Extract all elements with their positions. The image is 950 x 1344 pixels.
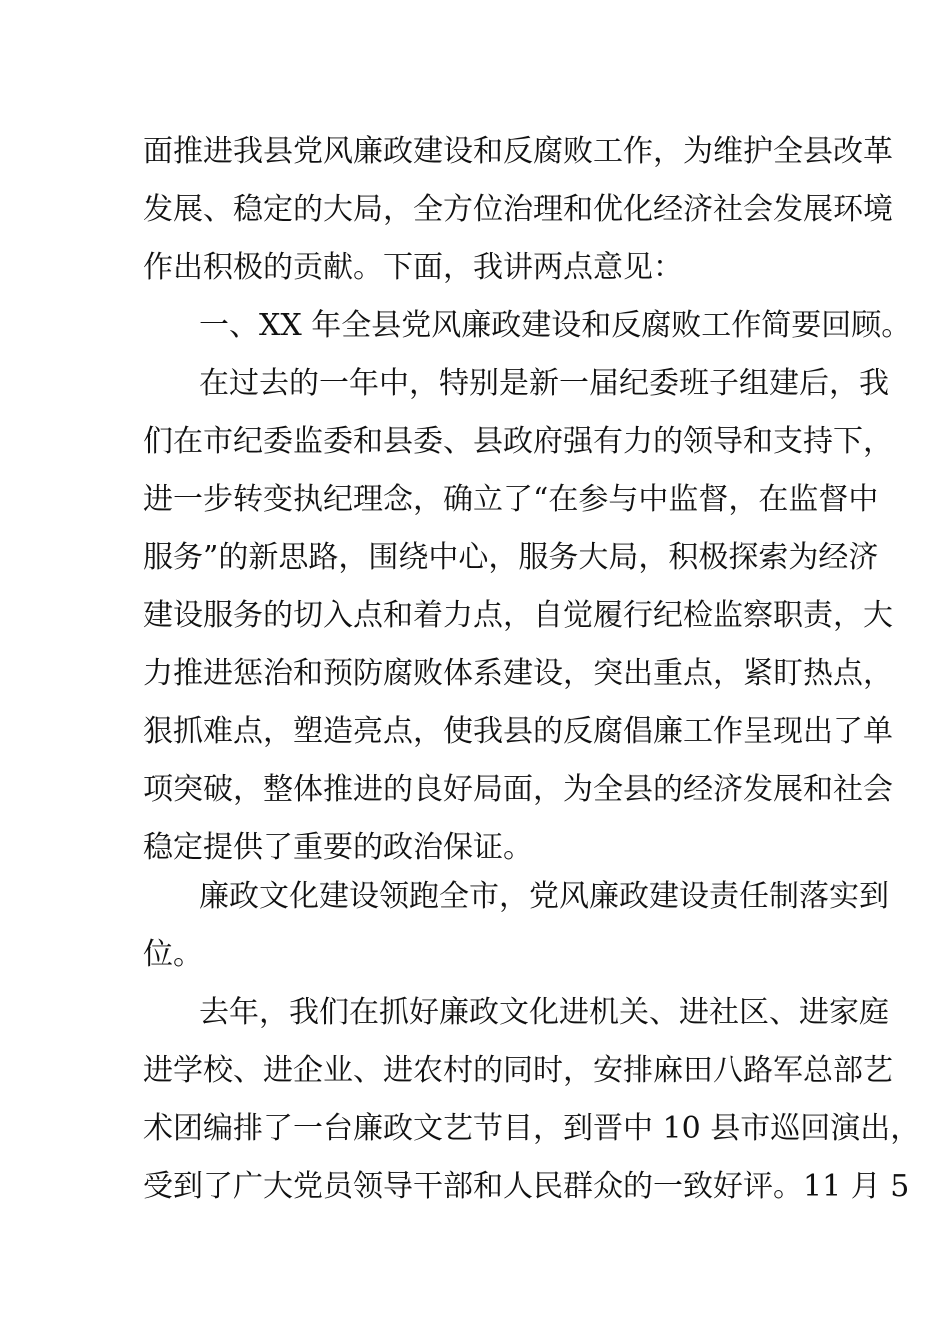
text-line: 作出积极的贡献。下面，我讲两点意见： (143, 250, 683, 285)
text-line: 术团编排了一台廉政文艺节目，到晋中 10 县市巡回演出， (143, 1111, 921, 1146)
section-heading: 一、XX 年全县党风廉政建设和反腐败工作简要回顾。 (199, 308, 912, 343)
text-line: 稳定提供了重要的政治保证。 (143, 830, 533, 865)
text-line: 们在市纪委监委和县委、县政府强有力的领导和支持下， (143, 424, 893, 459)
text-line: 进学校、进企业、进农村的同时，安排麻田八路军总部艺 (143, 1053, 893, 1088)
text-line: 在过去的一年中，特别是新一届纪委班子组建后，我 (199, 366, 889, 401)
text-line: 进一步转变执纪理念，确立了“在参与中监督，在监督中 (143, 482, 879, 517)
subheading-line: 位。 (143, 937, 203, 972)
subheading-line: 廉政文化建设领跑全市，党风廉政建设责任制落实到 (199, 879, 889, 914)
text-line: 建设服务的切入点和着力点，自觉履行纪检监察职责，大 (143, 598, 893, 633)
text-line: 面推进我县党风廉政建设和反腐败工作，为维护全县改革 (143, 134, 893, 169)
text-line: 去年，我们在抓好廉政文化进机关、进社区、进家庭 (199, 995, 889, 1030)
text-line: 受到了广大党员领导干部和人民群众的一致好评。11 月 5 (143, 1169, 910, 1204)
text-line: 力推进惩治和预防腐败体系建设，突出重点，紧盯热点， (143, 656, 893, 691)
text-line: 发展、稳定的大局，全方位治理和优化经济社会发展环境 (143, 192, 893, 227)
text-line: 服务”的新思路，围绕中心，服务大局，积极探索为经济 (143, 540, 879, 575)
text-line: 项突破，整体推进的良好局面，为全县的经济发展和社会 (143, 772, 893, 807)
text-line: 狠抓难点，塑造亮点，使我县的反腐倡廉工作呈现出了单 (143, 714, 893, 749)
